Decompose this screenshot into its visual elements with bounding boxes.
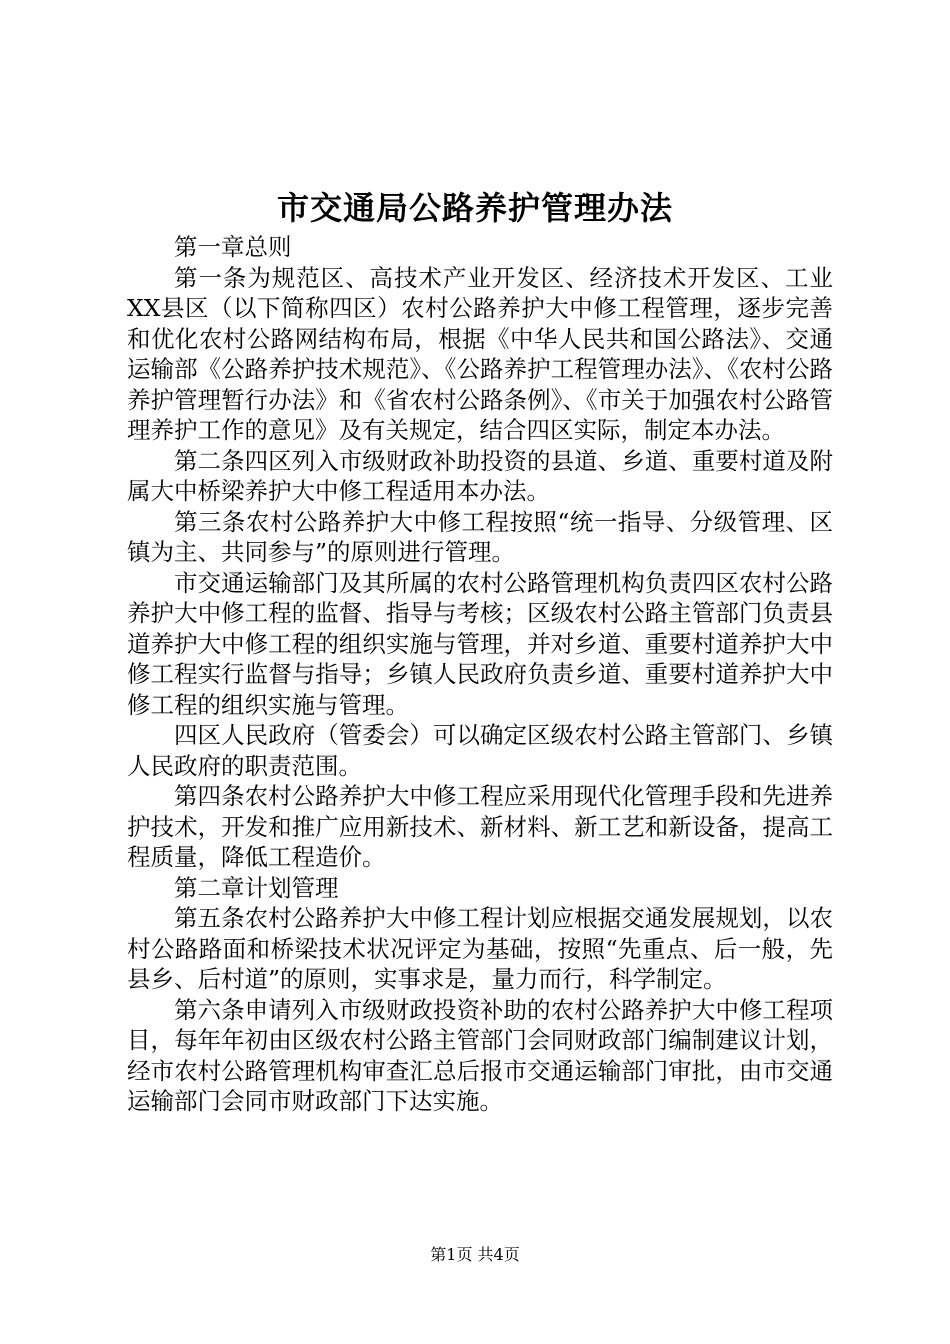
page-number-footer: 第1页 共4页 xyxy=(430,1245,520,1264)
article-1: 第一条为规范区、高技术产业开发区、经济技术开发区、工业XX县区（以下简称四区）农村公路养护大中修工程管理，逐步完善和优化农村公路网结构布局，根据《中华人民共和国公路法》、交通运输部《公路养护技术规范》、《公路养护工程管理办法》、《农村公路养护管理暂行办法》和《省农村公路条例》、《市关于加强农村公路管理养护工作的意见》及有关规定，结合四区实际，制定本办法。 xyxy=(127,263,833,444)
article-6: 第六条申请列入市级财政投资补助的农村公路养护大中修工程项目，每年年初由区级农村公路主管部门会同财政部门编制建议计划，经市农村公路管理机构审查汇总后报市交通运输部门审批，由市交通运输部门会同市财政部门下达实施。 xyxy=(127,995,833,1115)
article-2: 第二条四区列入市级财政补助投资的县道、乡道、重要村道及附属大中桥梁养护大中修工程适用本办法。 xyxy=(127,446,833,505)
article-4: 第四条农村公路养护大中修工程应采用现代化管理手段和先进养护技术，开发和推广应用新技术、新材料、新工艺和新设备，提高工程质量，降低工程造价。 xyxy=(127,782,833,871)
article-3-paragraph-3: 四区人民政府（管委会）可以确定区级农村公路主管部门、乡镇人民政府的职责范围。 xyxy=(127,721,833,780)
article-3-paragraph-2: 市交通运输部门及其所属的农村公路管理机构负责四区农村公路养护大中修工程的监督、指导与考核；区级农村公路主管部门负责县道养护大中修工程的组织实施与管理，并对乡道、重要村道养护大中修工程实行监督与指导；乡镇人民政府负责乡道、重要村道养护大中修工程的组织实施与管理。 xyxy=(127,568,833,719)
chapter-heading-1: 第一章总则 xyxy=(174,233,292,261)
chapter-heading-2: 第二章计划管理 xyxy=(174,873,339,902)
document-title: 市交通局公路养护管理办法 xyxy=(276,189,673,227)
article-3: 第三条农村公路养护大中修工程按照“统一指导、分级管理、区镇为主、共同参与”的原则进行管理。 xyxy=(127,507,833,566)
article-5: 第五条农村公路养护大中修工程计划应根据交通发展规划，以农村公路路面和桥梁技术状况评定为基础，按照“先重点、后一般，先县乡、后村道”的原则，实事求是，量力而行，科学制定。 xyxy=(127,904,833,993)
document-body xyxy=(127,232,833,1117)
